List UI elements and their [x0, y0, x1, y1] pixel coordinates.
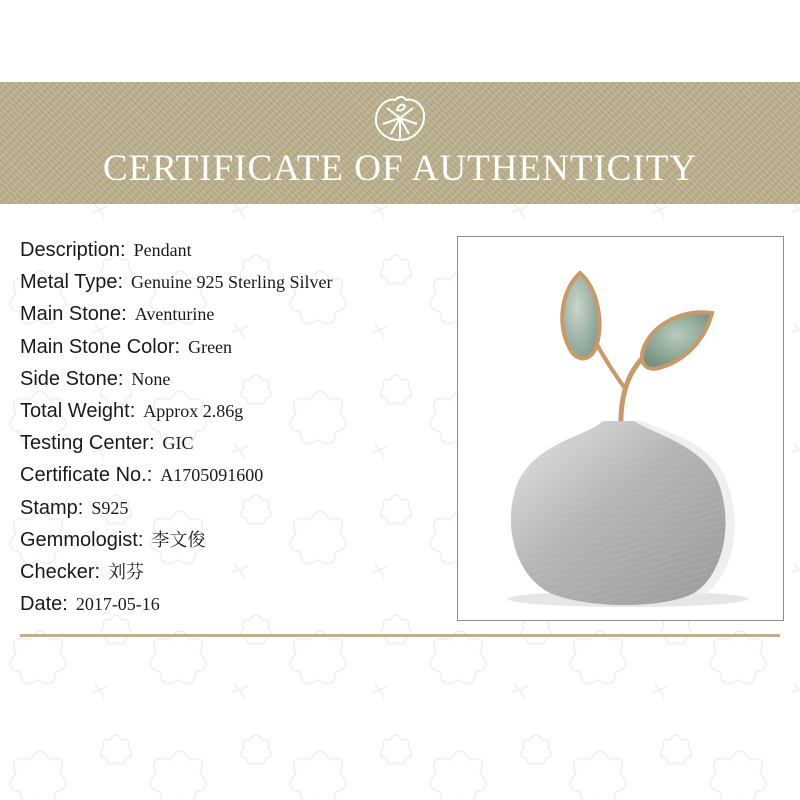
- field-value: 李文俊: [151, 529, 206, 550]
- field-value: Green: [188, 336, 233, 357]
- field-value: Pendant: [133, 240, 192, 260]
- field-row-main-stone: [20, 298, 333, 330]
- field-row-certificate-no: [20, 459, 333, 491]
- field-row-gemmologist: [20, 524, 333, 556]
- field-label: Stamp:: [20, 496, 84, 519]
- field-row-total-weight: [20, 395, 333, 427]
- field-row-date: [20, 588, 333, 620]
- product-photo: [457, 236, 784, 621]
- field-value: A1705091600: [160, 465, 264, 486]
- field-value: 2017-05-16: [75, 594, 160, 615]
- field-row-side-stone: [20, 363, 333, 395]
- field-label: Gemmologist:: [20, 528, 144, 551]
- field-label: Description:: [20, 239, 126, 261]
- field-label: Date:: [20, 593, 68, 616]
- field-value: Aventurine: [134, 304, 215, 325]
- certificate-title: CERTIFICATE OF AUTHENTICITY: [102, 148, 698, 189]
- field-value: GIC: [162, 433, 194, 454]
- field-label: Total Weight:: [20, 399, 136, 422]
- field-value: Genuine 925 Sterling Silver: [131, 272, 333, 293]
- certificate-details: [20, 234, 333, 620]
- field-row-checker: [20, 556, 333, 588]
- vase-pendant-image: [458, 237, 783, 620]
- field-row-metal-type: [20, 266, 333, 298]
- lotus-leaf-icon: [371, 92, 429, 146]
- field-value: 刘芬: [108, 561, 145, 582]
- field-value: None: [131, 368, 171, 389]
- field-label: Certificate No.:: [20, 464, 153, 487]
- field-label: Testing Center:: [20, 432, 155, 455]
- field-value: Approx 2.86g: [143, 400, 244, 421]
- field-label: Side Stone:: [20, 367, 124, 390]
- field-label: Metal Type:: [20, 271, 124, 294]
- field-row-testing-center: [20, 427, 333, 459]
- field-row-main-stone-color: [20, 331, 333, 363]
- field-label: Main Stone Color:: [20, 335, 181, 358]
- field-label: Checker:: [20, 560, 101, 583]
- field-label: Main Stone:: [20, 303, 127, 326]
- divider-rule: [20, 634, 780, 637]
- field-row-description: [20, 234, 333, 266]
- field-value: S925: [91, 497, 129, 518]
- field-row-stamp: [20, 492, 333, 524]
